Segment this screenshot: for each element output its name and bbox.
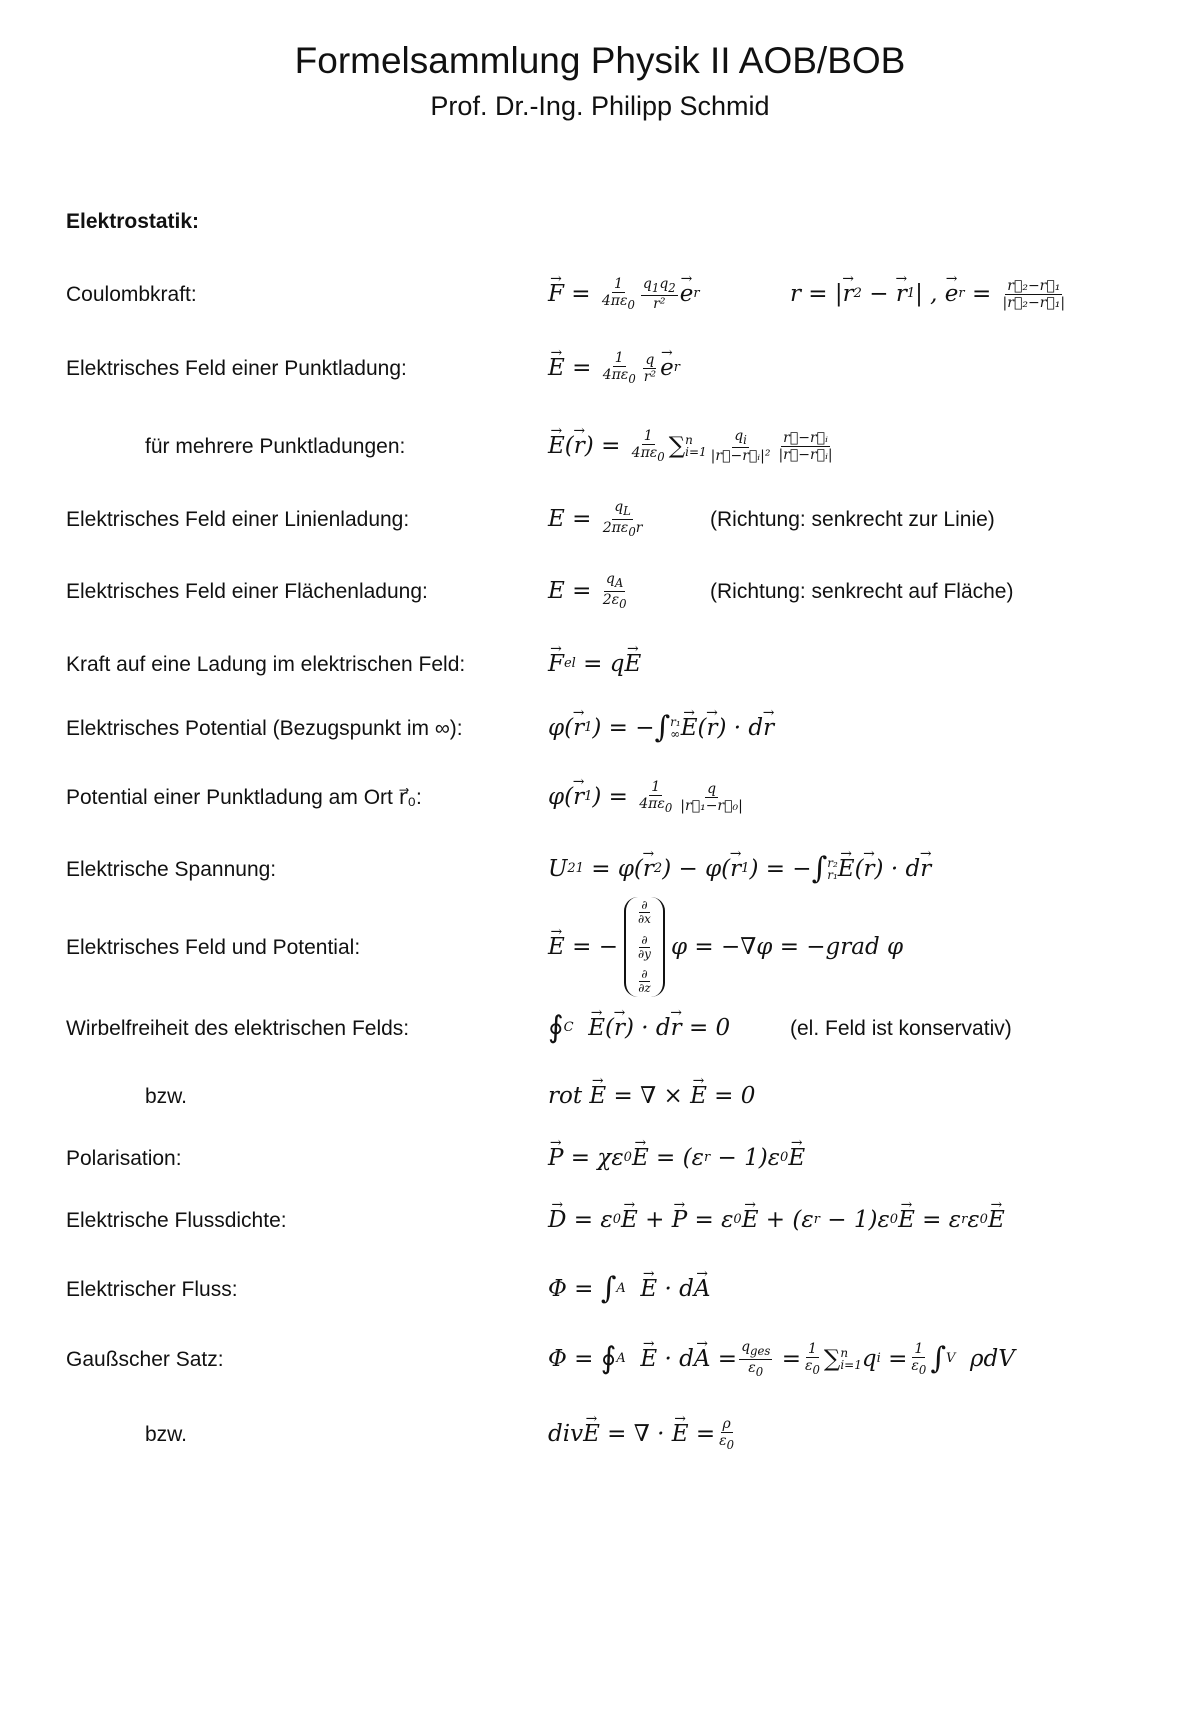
formula: → F = $\frac{1}{4\pi\varepsilon_0}$ $\frac{q_1q_2}{\text{r²}}$ → e r <box>548 274 700 314</box>
formula: φ( → r 1 ) = $\frac{1}{4\pi\varepsilon_0}$ $\frac{q}{\text{|r⃗₁−r⃗₀|}}$ <box>548 777 747 817</box>
formula-row-div <box>0 1415 1200 1482</box>
formula: → P = χε 0 → E = (ε r − 1)ε 0 → E <box>548 1138 805 1178</box>
row-label: Coulombkraft: <box>66 283 197 306</box>
formula-row-polarisation <box>0 1146 1200 1206</box>
row-label: Polarisation: <box>66 1147 182 1170</box>
row-label: Elektrischer Fluss: <box>66 1278 238 1301</box>
section-heading: Elektrostatik: <box>66 210 200 233</box>
formula: Φ = ∮ A → E · d → A = $\frac{q_{ges}}{\varepsilon_0}$ = $\frac{1}{\varepsilon_0}$ ∑ n i=1 q i = $\frac{1}{\varepsilon_0}$ ∫ V ρdV <box>548 1339 1015 1380</box>
formula: U 21 = φ( → r 2 ) − φ( → r 1 ) = − ∫ r₂ r₁ → E ( → r ) · d → r <box>548 849 931 889</box>
row-label: Elektrisches Feld einer Linienladung: <box>66 508 410 531</box>
formula-row-point-potential <box>0 778 1200 845</box>
row-label: für mehrere Punktladungen: <box>145 435 406 458</box>
formula-row-flux-density <box>0 1208 1200 1268</box>
row-note: (Richtung: senkrecht zur Linie) <box>710 508 995 531</box>
formula-row-gauss <box>0 1339 1200 1407</box>
row-label: Potential einer Punktladung am Ort r⃗₀: <box>66 786 422 809</box>
formula-row-surface-charge <box>0 571 1200 639</box>
formula-distance: r = | → r 2 − → r 1 | , → e r = $\frac{\text{r⃗₂−r⃗₁}}{\text{|r⃗₂−r⃗₁|}}$ <box>790 274 1069 314</box>
row-label: Kraft auf eine Ladung im elektrischen Feld: <box>66 653 466 676</box>
formula: div → E = ∇ · → E = $\frac{\rho}{\varepsilon_0}$ <box>548 1414 738 1454</box>
formula-row-field-potential <box>0 898 1200 995</box>
formula-row-rot <box>0 1084 1200 1144</box>
formula-row-coulomb <box>0 275 1200 342</box>
formula: φ( → r 1 ) = − ∫ r₁ ∞ → E ( → r ) · d → r <box>548 708 774 748</box>
formula: → E ( → r ) = $\frac{1}{4\pi\varepsilon_0}$ ∑ n i=1 $\frac{q_i}{\text{|r⃗−r⃗ᵢ|²}}$ $\frac{\text{r⃗−r⃗ᵢ}}{\text{|r⃗−r⃗ᵢ|}}$ <box>548 426 837 466</box>
page-subtitle: Prof. Dr.-Ing. Philipp Schmid <box>430 91 770 121</box>
formula-row-flux <box>0 1271 1200 1337</box>
row-label: bzw. <box>145 1423 188 1446</box>
formula: → F el = q → E <box>548 644 641 684</box>
row-label: Elektrisches Feld einer Punktladung: <box>66 357 407 380</box>
formula: rot → E = ∇ × → E = 0 <box>548 1076 755 1116</box>
formula-row-multiple-charges <box>0 427 1200 494</box>
formula: → E = − $\frac{\partial}{\partial x}$ $\frac{\partial}{\partial y}$ $\frac{\partial}{\partial z}$ φ = −∇φ = −grad φ <box>548 895 903 999</box>
formula-row-potential <box>0 710 1200 776</box>
formula: E = $\frac{q_A}{2\varepsilon_0}$ <box>548 571 627 611</box>
row-label: Elektrisches Feld und Potential: <box>66 936 361 959</box>
row-label: Elektrisches Potential (Bezugspunkt im ∞): <box>66 717 463 740</box>
formula: → E = $\frac{1}{4\pi\varepsilon_0}$ $\frac{q}{\text{r²}}$ → e r <box>548 348 680 388</box>
row-label: Elektrische Flussdichte: <box>66 1209 287 1232</box>
formula-row-force <box>0 652 1200 712</box>
formula: → D = ε 0 → E + → P = ε 0 → E + (ε r − 1)ε 0 → E = ε r ε 0 → E <box>548 1200 1005 1240</box>
formula: E = $\frac{q_L}{2\pi\varepsilon_0r}$ <box>548 499 643 539</box>
row-label: Elektrische Spannung: <box>66 858 277 881</box>
row-note: (el. Feld ist konservativ) <box>790 1017 1012 1040</box>
page-title: Formelsammlung Physik II AOB/BOB <box>294 40 906 81</box>
row-note: (Richtung: senkrecht auf Fläche) <box>710 580 1014 603</box>
row-label: Gaußscher Satz: <box>66 1348 224 1371</box>
gradient-vector: $\frac{\partial}{\partial x}$ $\frac{\partial}{\partial y}$ $\frac{\partial}{\partial z}$ <box>624 897 665 997</box>
formula-row-line-charge <box>0 499 1200 567</box>
row-label: Elektrisches Feld einer Flächenladung: <box>66 580 428 603</box>
formula: ∮ C → E ( → r ) · d → r = 0 <box>548 1008 730 1048</box>
formula-row-point-charge <box>0 349 1200 416</box>
row-label: Wirbelfreiheit des elektrischen Felds: <box>66 1017 410 1040</box>
row-label: bzw. <box>145 1085 188 1108</box>
formula: Φ = ∫ A → E · d → A <box>548 1269 710 1309</box>
